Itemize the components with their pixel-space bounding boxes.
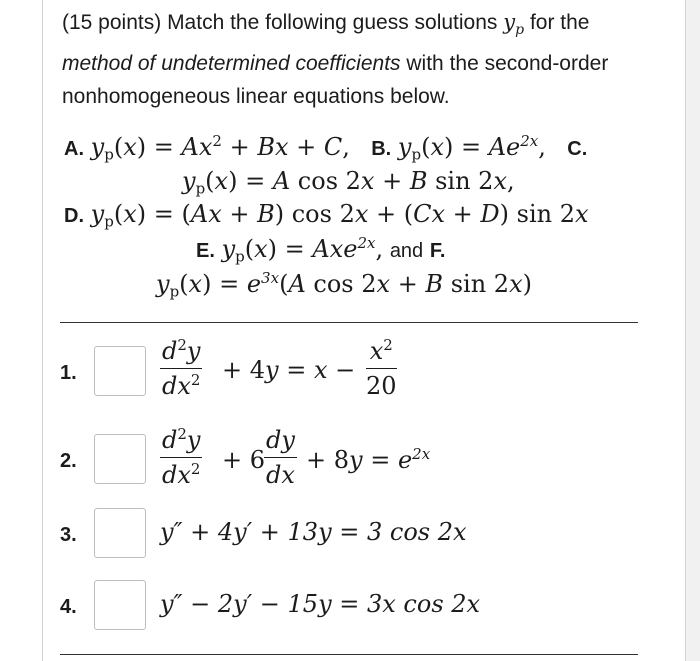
option-e-expr: $y_p(x) = Axe^{2x}$, [221,234,384,266]
option-d-label: D. [64,205,84,227]
question-4-number: 4. [60,596,77,618]
prompt-text-1: Match the following guess solutions [167,11,498,34]
question-1-answer-box[interactable] [94,346,146,396]
q1-d2y-dx2: $\frac{d^2y}{dx^2}$ [162,336,201,400]
options-line-2 [182,164,515,199]
option-e-label: E. [196,240,215,262]
question-prompt [62,6,652,113]
option-c-expr: $y_p(x) = A$ cos 2x + B sin 2x, [182,167,515,198]
option-a-expr: $y_p(x) = Ax^2 + Bx + C$, [90,132,350,164]
divider-bottom [60,654,638,655]
options-line-5 [156,267,532,302]
question-3-answer-box[interactable] [94,508,146,558]
question-3-number: 3. [60,524,77,546]
options-line-3 [64,197,589,233]
yp-variable: $y_p$ [503,10,525,39]
option-b-label: B. [371,138,392,160]
points-label: (15 points) [62,11,162,34]
option-b-expr: $y_p(x) = Ae^{2x}$, [397,132,546,164]
question-1-number: 1. [60,362,77,384]
options-line-1 [64,130,587,166]
option-f-expr: $y_p(x) = e^{3x}(A$ cos 2x + B sin 2x) [156,269,532,301]
option-d-expr: $y_p(x) = (Ax + B)$ cos 2x + (Cx + D) sin 2x [90,200,589,231]
divider-top [60,322,638,323]
option-f-label: F. [429,240,446,262]
and-text: and [389,240,424,262]
q2-rest: + $8y = e^{2x}$ [306,445,431,474]
q2-dy-dx: $\frac{dy}{dx}$ [266,426,295,489]
prompt-text-3: with the second-order nonhomogeneous linear equations below. [62,52,609,109]
question-4-answer-box[interactable] [94,580,146,630]
options-line-4 [196,232,445,268]
option-c-label: C. [567,138,588,160]
question-2-answer-box[interactable] [94,434,146,484]
page-edge [684,0,700,661]
prompt-emphasis: method of undetermined coefficients [62,52,401,76]
option-a-label: A. [64,138,84,160]
q1-x2-over-20: $\frac{x^2}{20}$ [366,336,397,400]
question-4-equation: y″ − 2y′ − 15y = 3x cos 2x [160,590,481,618]
question-3-equation: y″ + 4y′ + 13y = 3 cos 2x [160,518,467,546]
q1-middle: + 4y = x − [222,356,356,384]
prompt-text-2: for the [529,11,590,34]
question-2-number: 2. [60,450,77,472]
q2-plus-6: + 6 [222,446,266,474]
q2-d2y-dx2: $\frac{d^2y}{dx^2}$ [162,425,201,489]
